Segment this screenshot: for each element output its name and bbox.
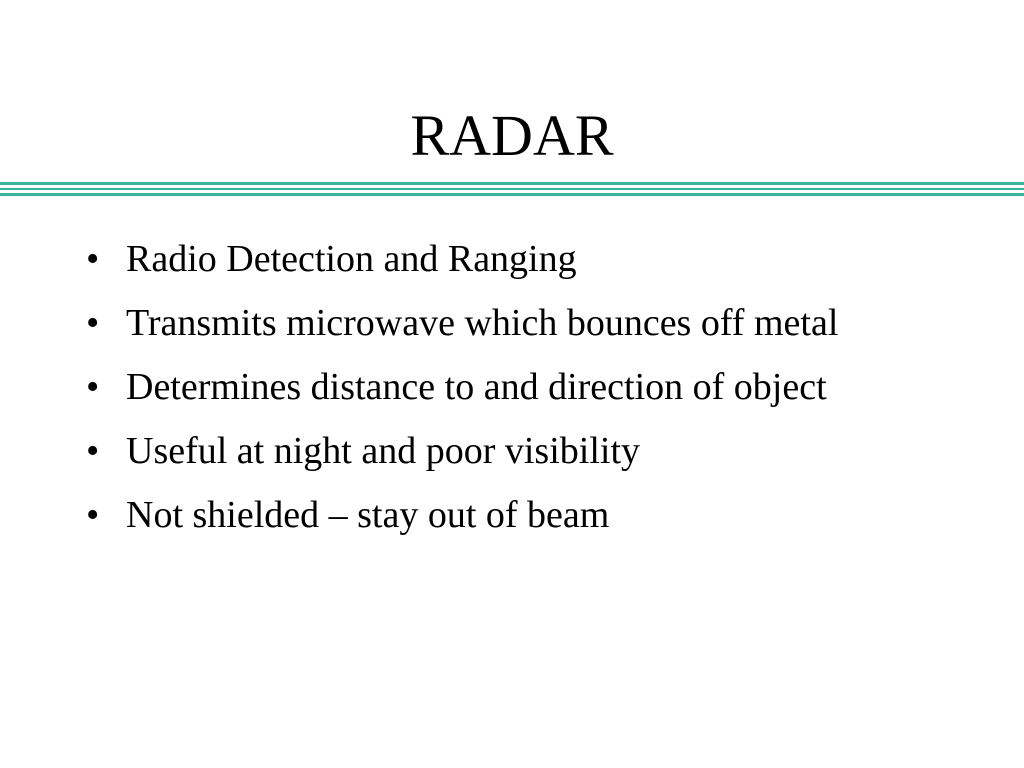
bullet-icon: • bbox=[86, 430, 100, 472]
bullet-text: Determines distance to and direction of object bbox=[126, 366, 827, 408]
bullet-item bbox=[0, 424, 1024, 478]
bullet-text: Transmits microwave which bounces off metal bbox=[126, 302, 839, 344]
bullet-icon: • bbox=[86, 494, 100, 536]
slide-title: RADAR bbox=[410, 103, 614, 168]
bullet-icon: • bbox=[86, 238, 100, 280]
bullet-item bbox=[0, 296, 1024, 350]
bullet-item bbox=[0, 488, 1024, 542]
bullet-text: Useful at night and poor visibility bbox=[126, 430, 641, 472]
bullet-text: Radio Detection and Ranging bbox=[126, 238, 577, 280]
title-underline-top bbox=[0, 182, 1024, 185]
bullet-icon: • bbox=[86, 366, 100, 408]
bullet-item bbox=[0, 360, 1024, 414]
title-underline-bottom bbox=[0, 193, 1024, 196]
title-underline-middle bbox=[0, 188, 1024, 190]
bullet-item bbox=[0, 232, 1024, 286]
bullet-text: Not shielded – stay out of beam bbox=[126, 494, 610, 536]
bullet-list bbox=[0, 232, 1024, 552]
bullet-icon: • bbox=[86, 302, 100, 344]
